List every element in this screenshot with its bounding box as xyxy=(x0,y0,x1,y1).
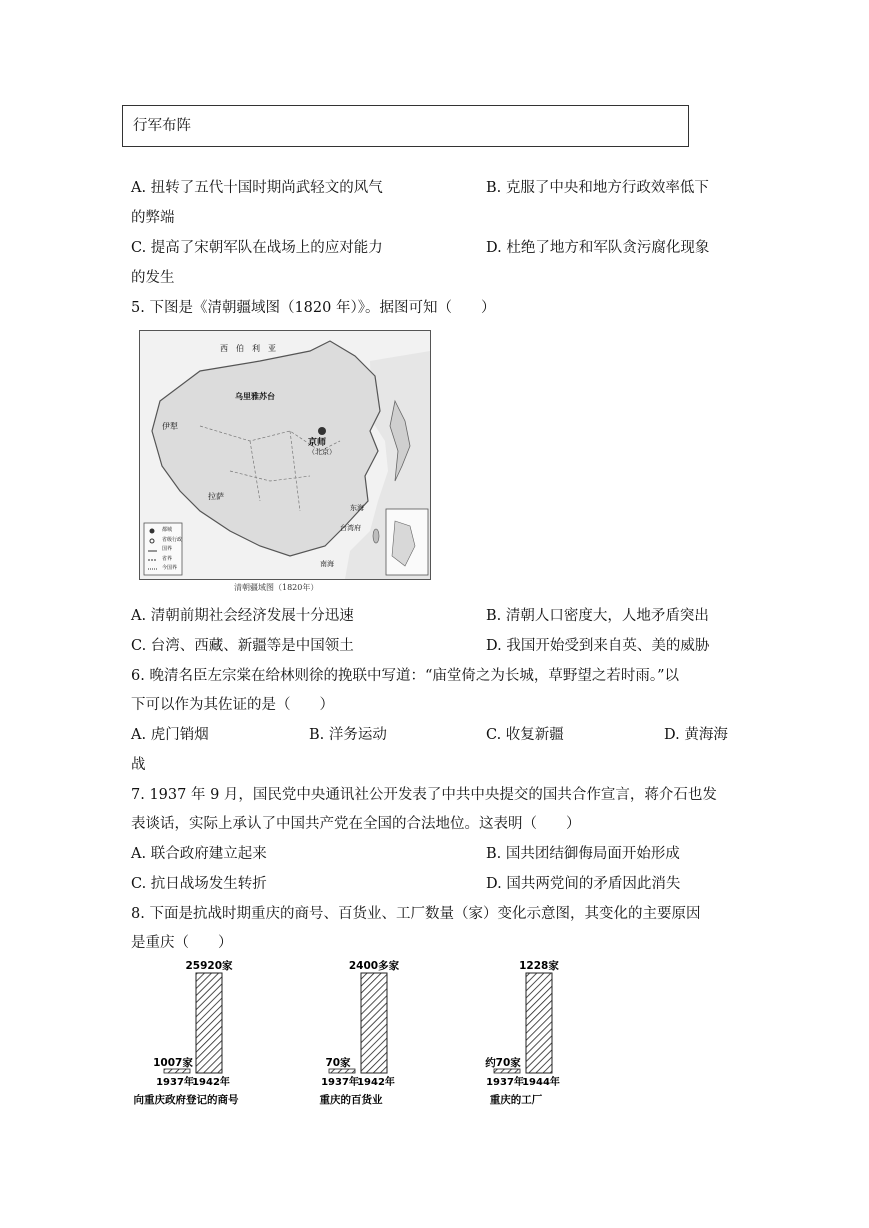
map-label-yili: 伊犁 xyxy=(162,422,178,431)
map-label-uliyasutai: 乌里雅苏台 xyxy=(235,391,275,401)
category-label: 1942年 xyxy=(192,1077,230,1088)
map-label-beijing: （北京） xyxy=(308,448,336,456)
map-label-siberia: 西 伯 利 亚 xyxy=(220,344,276,353)
map-label-taiwan: 台湾府 xyxy=(340,524,361,532)
map-label-jingshi: 京师 xyxy=(308,438,327,448)
q7-option-d: D. 国共两党间的矛盾因此消失 xyxy=(486,876,681,892)
data-label: 25920家 xyxy=(185,960,233,972)
q5-option-d: D. 我国开始受到来自英、美的威胁 xyxy=(486,638,710,654)
map-caption: 清朝疆域图（1820年） xyxy=(234,583,319,592)
option-box xyxy=(122,105,689,147)
map-legend xyxy=(162,526,182,574)
bar-1937 xyxy=(329,1069,355,1073)
data-label: 2400多家 xyxy=(348,960,400,972)
q4-option-d: D. 杜绝了地方和军队贪污腐化现象 xyxy=(486,240,710,256)
map-label-nanhai: 南海 xyxy=(320,560,334,568)
q7-stem-line1: 7. 1937 年 9 月，国民党中央通讯社公开发表了中共中央提交的国共合作宣言，蒋介石也发 xyxy=(131,787,717,803)
option-box-text: 行军布阵 xyxy=(133,118,191,134)
q6-option-d: D. 黄海海 xyxy=(664,727,728,743)
bar-chart-panel xyxy=(485,959,560,1106)
q7-option-b: B. 国共团结御侮局面开始形成 xyxy=(486,846,680,862)
q4-option-b: B. 克服了中央和地方行政效率低下 xyxy=(486,180,709,196)
data-label: 1228家 xyxy=(519,960,559,972)
category-label: 1937年 xyxy=(156,1077,194,1088)
bar-chart-panel xyxy=(134,959,239,1106)
q5-option-c: C. 台湾、西藏、新疆等是中国领土 xyxy=(131,638,354,654)
q8-stem-line2: 是重庆（ ） xyxy=(131,935,233,951)
legend-item: 省界 xyxy=(162,555,173,562)
q6-option-a: A. 虎门销烟 xyxy=(131,727,209,743)
q8-charts xyxy=(130,955,600,1115)
q5-option-a: A. 清朝前期社会经济发展十分迅速 xyxy=(131,608,354,624)
q4-option-c: C. 提高了宋朝军队在战场上的应对能力 xyxy=(131,240,383,256)
q7-option-a: A. 联合政府建立起来 xyxy=(131,846,267,862)
q7-option-c: C. 抗日战场发生转折 xyxy=(131,876,267,892)
chart-title: 重庆的百货业 xyxy=(319,1094,383,1106)
q6-stem-line1: 6. 晚清名臣左宗棠在给林则徐的挽联中写道：“庙堂倚之为长城，草野望之若时雨。”以 xyxy=(131,668,680,684)
category-label: 1937年 xyxy=(321,1077,359,1088)
q5-option-b: B. 清朝人口密度大，人地矛盾突出 xyxy=(486,608,709,624)
data-label: 约70家 xyxy=(485,1057,521,1069)
category-label: 1942年 xyxy=(357,1077,395,1088)
bar-late xyxy=(526,973,552,1073)
q4-option-a: A. 扭转了五代十国时期尚武轻文的风气 xyxy=(131,180,383,196)
legend-item: 都城 xyxy=(162,527,173,533)
bar-late xyxy=(196,973,222,1073)
bar-1937 xyxy=(494,1069,520,1073)
q6-option-d-cont: 战 xyxy=(131,757,146,773)
data-label: 1007家 xyxy=(153,1057,193,1069)
chart-title: 向重庆政府登记的商号 xyxy=(133,1094,239,1106)
q4-option-c-cont: 的发生 xyxy=(131,270,175,286)
category-label: 1937年 xyxy=(486,1077,524,1088)
category-label: 1944年 xyxy=(522,1077,560,1088)
legend-item: 今国界 xyxy=(162,565,178,571)
q6-option-c: C. 收复新疆 xyxy=(486,727,564,743)
bar-chart-panel xyxy=(320,959,400,1106)
q4-option-a-cont: 的弊端 xyxy=(131,210,175,226)
map-label-east-sea: 东海 xyxy=(350,504,364,512)
q6-option-b: B. 洋务运动 xyxy=(309,727,387,743)
bar-late xyxy=(361,973,387,1073)
q7-stem-line2: 表谈话，实际上承认了中国共产党在全国的合法地位。这表明（ ） xyxy=(131,816,581,832)
legend-item: 国界 xyxy=(162,546,173,552)
q8-stem-line1: 8. 下面是抗战时期重庆的商号、百货业、工厂数量（家）变化示意图，其变化的主要原因 xyxy=(131,906,701,922)
q5-stem: 5. 下图是《清朝疆域图（1820 年）》。据图可知（ ） xyxy=(131,300,496,316)
bar-1937 xyxy=(164,1069,190,1073)
q6-stem-line2: 下可以作为其佐证的是（ ） xyxy=(131,697,334,713)
data-label: 70家 xyxy=(325,1057,351,1069)
map-label-lasa: 拉萨 xyxy=(208,492,224,501)
legend-item: 省级行政 xyxy=(162,536,183,543)
map-drawing xyxy=(140,331,430,579)
chart-title: 重庆的工厂 xyxy=(489,1094,543,1106)
qing-territory-map xyxy=(139,330,431,580)
